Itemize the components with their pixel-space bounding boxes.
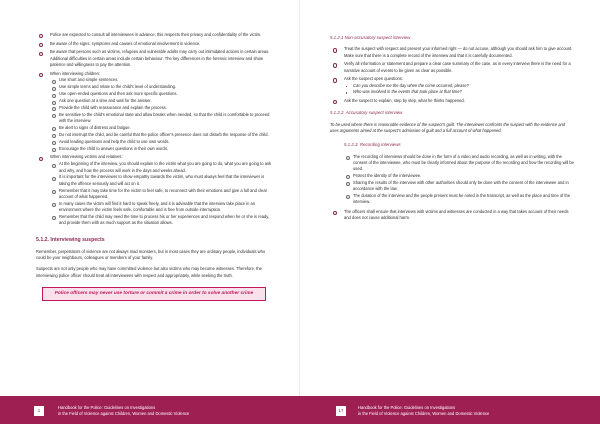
- footer-text: [58, 405, 189, 416]
- page-number: 17: [336, 406, 346, 416]
- list-item-open-questions: [330, 76, 574, 95]
- right-page: [300, 0, 600, 424]
- open-questions-intro: Ask the suspect open questions:: [344, 76, 403, 82]
- list-item: Who was involved in the events that took place at that time?: [344, 89, 574, 95]
- list-item: In many cases the victim will find it hard to speak freely, and it is advisable that the interview take place in an environment where the victim feels safe, comfortable and is free from outside interruption.: [50, 201, 272, 214]
- list-item: Encourage the child to answer questions in their own words.: [50, 146, 272, 152]
- list-item: Police are expected to consult all interviewees in advance, this respects their privacy and confidentiality of the victim.: [36, 32, 272, 38]
- list-item: The duration of the interview and the people present must be noted in the transcript, as well as the place and time of the interview.: [344, 193, 574, 206]
- non-accusatory-list: [330, 46, 574, 104]
- right-page-content: [330, 32, 574, 224]
- open-questions-sublist: [344, 83, 574, 96]
- list-item-children: [36, 71, 272, 152]
- children-intro: When interviewing children:: [50, 70, 101, 76]
- list-item: Ask the suspect to explain, step by step, what he thinks happened.: [330, 98, 574, 104]
- list-item: Ask one question at a time and wait for the answer.: [50, 98, 272, 104]
- page-number: 1: [34, 406, 44, 416]
- list-item: The recording of interviews should be done in the form of a video and audio recording, as well as in writing, with the consent of the interviewee, who must be clearly informed about the purpose of the recording and how the recording will be used.: [344, 154, 574, 173]
- list-item: At the beginning of the interview, you should explain to the victim what you are going to do, what you are going to ask and why, and how the process will work in the days and weeks ahead.: [50, 161, 272, 174]
- subsection-heading-accusatory: 5.1.2.2. Accusatory suspect interview: [330, 110, 403, 116]
- subsection-heading-recording: 5.1.2.3. Recording interviews: [344, 142, 401, 148]
- list-item: Be alert to signs of distress and fatigue.: [50, 125, 272, 131]
- children-sublist: [50, 77, 272, 152]
- list-item: Can you describe me the day when the crime occurred, please?: [344, 83, 574, 89]
- victims-sublist: [50, 161, 272, 226]
- list-item: Protect the identity of the interviewee.: [344, 173, 574, 179]
- subsection-heading-non-accusatory: 5.1.2.1 Non-accusatory suspect interview: [330, 35, 411, 40]
- footer-line: in the Field of Violence against Children, Women and Domestic Violence: [358, 410, 490, 416]
- list-item: Provide the child with reassurance and explain the process.: [50, 105, 272, 111]
- list-item: Be aware of the signs, symptoms and causes of emotional involvement in violence.: [36, 41, 272, 47]
- victims-intro: When interviewing victims and relatives:: [50, 154, 123, 160]
- list-item: Be aware that persons such as victims, refugees and vulnerable adults may carry out intimidated actions in certain areas. Additional difficulties in certain areas include certain behaviour. The key differences in the forensic interview and show patience and willingness to pay the attention.: [36, 49, 272, 68]
- list-item: Use open-ended questions and then ask more specific questions.: [50, 91, 272, 97]
- list-item: Sharing the results of the interview with other authorities should only be done with the consent of the interviewee and in accordance with the law.: [344, 180, 574, 193]
- list-item: Treat the suspect with respect and present your informed right — do not accuse, although you should ask him to give account. Make sure that there is a complete record of the interview and that it is carefully documented.: [330, 46, 574, 59]
- final-bullet-list: [330, 209, 574, 222]
- list-item-victims: [36, 154, 272, 226]
- list-item: Be sensitive to the child's emotional state and allow breaks when needed, so that the child is comfortable to proceed with the interview.: [50, 112, 272, 125]
- left-footer-band: [0, 396, 300, 424]
- paragraph: Suspects are not only people who may have committed violence but also victims who may become witnesses. Therefore, the interviewing police officer should treat all interviewees with respect and appropriately, while seeking the truth.: [36, 266, 262, 278]
- top-bullet-list: [36, 32, 272, 227]
- right-footer-band: [300, 396, 600, 424]
- list-item: Use short and simple sentences.: [50, 77, 272, 83]
- footer-line: Handbook for the Police: Guidelines on Investigations: [58, 405, 156, 410]
- list-item: Use simple terms and relate to the child's level of understanding.: [50, 84, 272, 90]
- list-item: Do not interrupt the child, and be careful that the police officer's presence does not disturb the response of the child.: [50, 132, 272, 138]
- paragraph: Remember, perpetrators of violence are not always mad monsters, but in most cases they are ordinary people, individuals who could be your neighbours, colleagues or members of your family.: [36, 248, 266, 261]
- list-item: It is important for the interviewer to show empathy towards the victim, who must always feel that the interviewer is taking the offence seriously and will act on it.: [50, 174, 272, 187]
- warning-callout: Police officers may never use torture or commit a crime in order to solve another crime: [42, 287, 266, 301]
- list-item: The officers shall ensure that interviews with victims and witnesses are conducted in a way that takes account of their needs and does not cause additional harm.: [330, 209, 574, 222]
- left-page-content: [36, 32, 272, 301]
- list-item: Remember that the child may need the time to process his or her experiences and respond when he or she is ready, and provide them with as much support as the situation allows.: [50, 214, 272, 227]
- list-item: Avoid leading questions and help the child to use own words.: [50, 139, 272, 145]
- footer-line: Handbook for the Police: Guidelines on Investigations: [358, 405, 456, 410]
- recording-list: [344, 154, 574, 206]
- footer-line: in the Field of Violence against Children, Women and Domestic Violence: [58, 410, 190, 416]
- paragraph: To be used where there is reasonable evidence of the suspect's guilt. The interviewer confronts the suspect with the evidence and uses arguments aimed at the suspect's admission of guilt and a full account of what happened.: [330, 121, 566, 133]
- list-item: Remember that it may take time for the victim to feel safe, to reconnect with their emotions and give a full and clear account of what happened.: [50, 188, 272, 201]
- footer-text: [358, 405, 489, 416]
- list-item: Verify all information or statement and prepare a clear case summary of the case, as in every interview there is the need for a narrative account of events to be given as clear as possible.: [330, 61, 574, 74]
- section-heading-interviewing-suspects: 5.1.2. Interviewing suspects: [36, 236, 105, 243]
